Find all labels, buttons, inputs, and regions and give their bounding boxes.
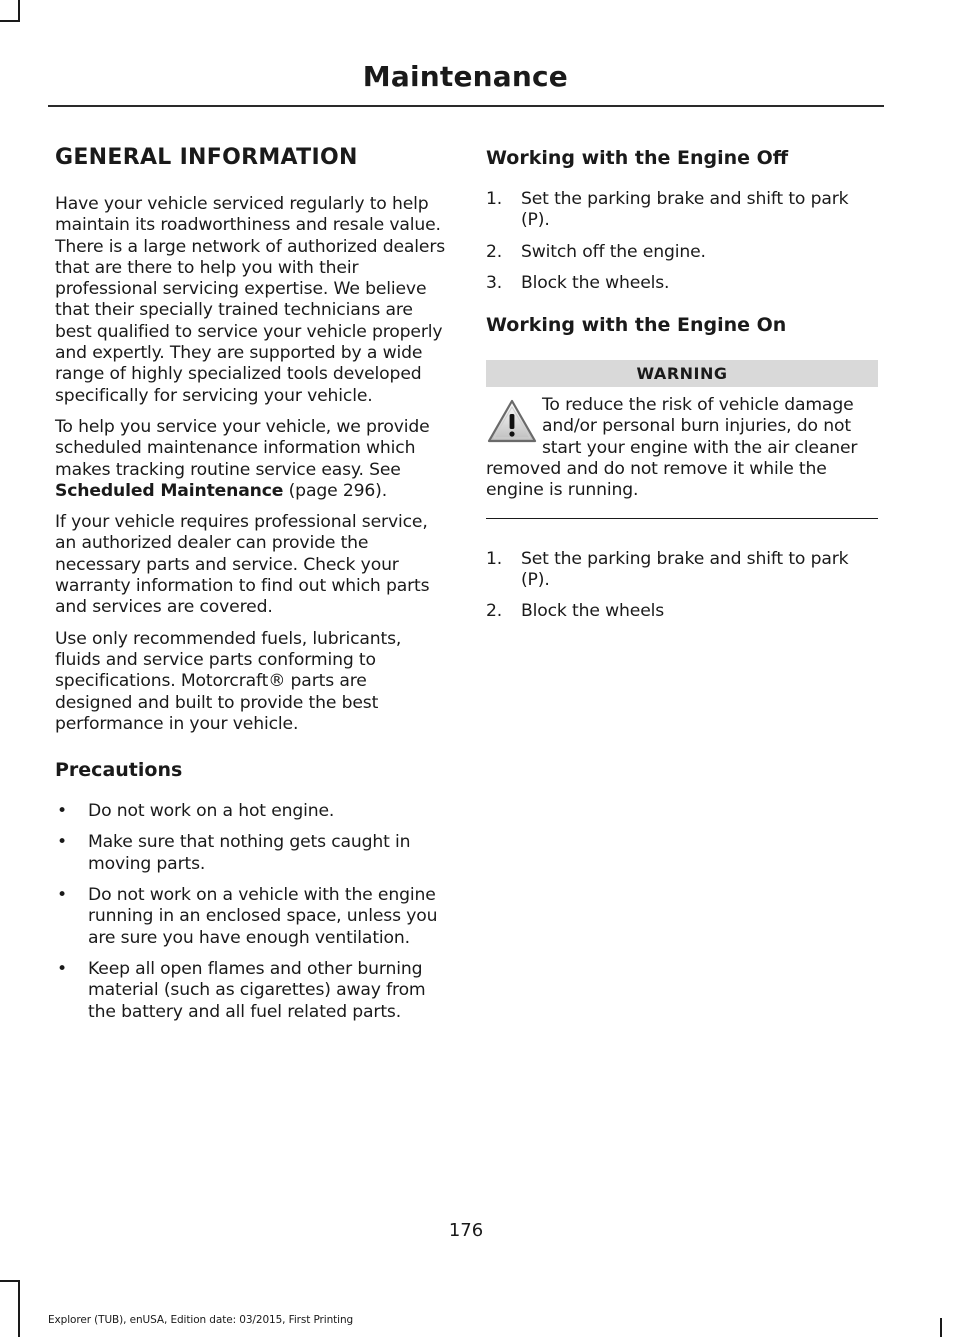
bullet-icon: •: [57, 885, 67, 906]
warning-box: [486, 360, 878, 518]
crop-mark-top-left: [18, 0, 20, 22]
list-item: • Do not work on a vehicle with the engine running in an enclosed space, unless you are sure you have enough ventilation.: [57, 885, 438, 948]
precautions-title: Precautions: [55, 759, 183, 782]
section-title: GENERAL INFORMATION: [55, 145, 358, 170]
right-column: [486, 145, 878, 633]
engine-on-steps: [486, 549, 878, 623]
warning-text: To reduce the risk of vehicle damage and/or personal burn injuries, do not start your engine with the air cleaner removed and do not remove it while the engine is running.: [486, 395, 858, 501]
warning-body: [486, 387, 878, 518]
engine-on-title: Working with the Engine On: [486, 314, 787, 337]
crop-mark-bottom-left-h: [0, 1280, 20, 1282]
bullet-icon: •: [57, 832, 67, 853]
left-column: [55, 145, 447, 1033]
bullet-icon: •: [57, 801, 67, 822]
paragraph-recommended-parts: Use only recommended fuels, lubricants, fluids and service parts conforming to specifications. Motorcraft® parts are designed and built to provide the best performance in your vehicle.: [55, 628, 402, 734]
list-item: 1. Set the parking brake and shift to park (P).: [486, 189, 849, 231]
footer-edition-info: Explorer (TUB), enUSA, Edition date: 03/2015, First Printing: [48, 1314, 354, 1326]
warning-rule: [486, 518, 878, 519]
list-item: 1. Set the parking brake and shift to park (P).: [486, 548, 849, 590]
scheduled-maintenance-link[interactable]: Scheduled Maintenance: [55, 480, 284, 501]
list-item: • Keep all open flames and other burning material (such as cigarettes) away from the battery and all fuel related parts.: [57, 958, 426, 1022]
paragraph-scheduled-maintenance: [55, 417, 447, 502]
header-rule: [48, 105, 884, 107]
list-item: • Make sure that nothing gets caught in moving parts.: [57, 832, 411, 874]
crop-mark-bottom-right: [940, 1318, 942, 1337]
paragraph-professional-service: If your vehicle requires professional service, an authorized dealer can provide the necessary parts and service. Check your warranty information to find out which parts and services are covered.: [55, 512, 430, 618]
list-item: 3. Block the wheels.: [486, 272, 670, 293]
page-number: 176: [448, 1220, 484, 1241]
engine-off-steps: [486, 189, 878, 294]
page-header-title: Maintenance: [362, 60, 568, 93]
precautions-list: [55, 801, 447, 1023]
bullet-icon: •: [57, 958, 67, 979]
engine-off-title: Working with the Engine Off: [486, 147, 789, 169]
warning-triangle-icon: [486, 397, 538, 445]
list-item: 2. Switch off the engine.: [486, 241, 706, 262]
list-item: 2. Block the wheels: [486, 601, 665, 622]
crop-mark-top-left-h: [0, 20, 20, 22]
paragraph-service-intro: Have your vehicle serviced regularly to help maintain its roadworthiness and resale value. There is a large network of authorized dealers that are there to help you with their professional servicing expertise. We believe that their specially trained technicians are best qualified to service your vehicle properly and expertly. They are supported by a wide range of highly specialized tools developed specifically for servicing your vehicle.: [55, 194, 446, 406]
crop-mark-bottom-left: [18, 1280, 20, 1337]
paragraph-scheduled-text: To help you service your vehicle, we provide scheduled maintenance information which makes tracking routine service easy. See: [55, 416, 430, 480]
page-reference: (page 296).: [283, 480, 388, 501]
warning-label: WARNING: [486, 360, 878, 387]
list-item: • Do not work on a hot engine.: [57, 801, 335, 822]
